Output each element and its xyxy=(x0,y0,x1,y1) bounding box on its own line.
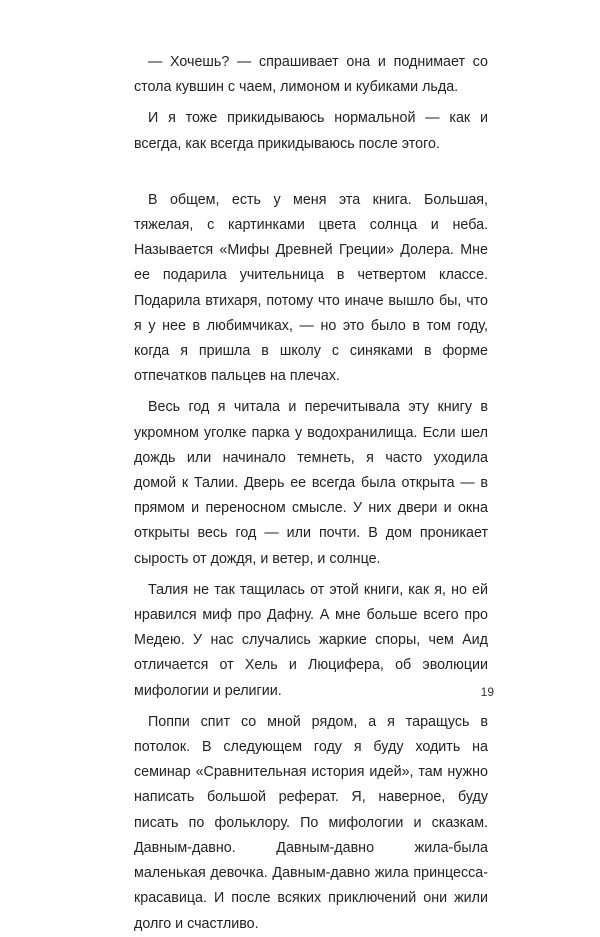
paragraph-2: И я тоже прикидываюсь нормальной — как и всегда, как всегда прикидываюсь после этого. xyxy=(134,110,488,152)
paragraph-4: Весь год я читала и перечитывала эту книгу в укромном уголке парка у водохранилища. Если шел дождь или начинало темнеть, я часто уходила домой к Талии. Дверь ее всегда была открыта — в прямом и переносном смысле. У них двери и окна открыты весь год — или почти. В дом проникает сырость от дождя, и ветер, и солнце. xyxy=(134,399,488,567)
body-text xyxy=(134,50,488,937)
paragraph-1: — Хочешь? — спрашивает она и поднимает со стола кувшин с чаем, лимоном и кубиками льда. xyxy=(134,54,488,96)
paragraph-5: Талия не так тащилась от этой книги, как я, но ей нравился миф про Дафну. А мне больше всего про Медею. У нас случались жаркие споры, чем Аид отличается от Хель и Люцифера, об эволюции мифологии и религии. xyxy=(134,581,488,699)
paragraph-3: В общем, есть у меня эта книга. Большая, тяжелая, с картинками цвета солнца и неба. Называется «Мифы Древней Греции» Долера. Мне ее подарила учительница в четвертом классе. Подарила втихаря, потому что иначе вышло бы, что я у нее в любимчиках, — но это было в том году, когда я пришла в школу с синяками в форме отпечатков пальцев на плечах. xyxy=(134,191,488,385)
paragraph-6: Поппи спит со мной рядом, а я таращусь в потолок. В следующем году я буду ходить на семинар «Сравнительная история идей», там нужно написать большой реферат. Я, наверное, буду писать по фольклору. По мифологии и сказкам. Давным-давно. Давным-давно жила-была маленькая девочка. Давным-давно жила принцесса-красавица. И после всяких приключений они жили долго и счастливо. xyxy=(134,713,488,932)
page-number: 19 xyxy=(480,685,494,699)
